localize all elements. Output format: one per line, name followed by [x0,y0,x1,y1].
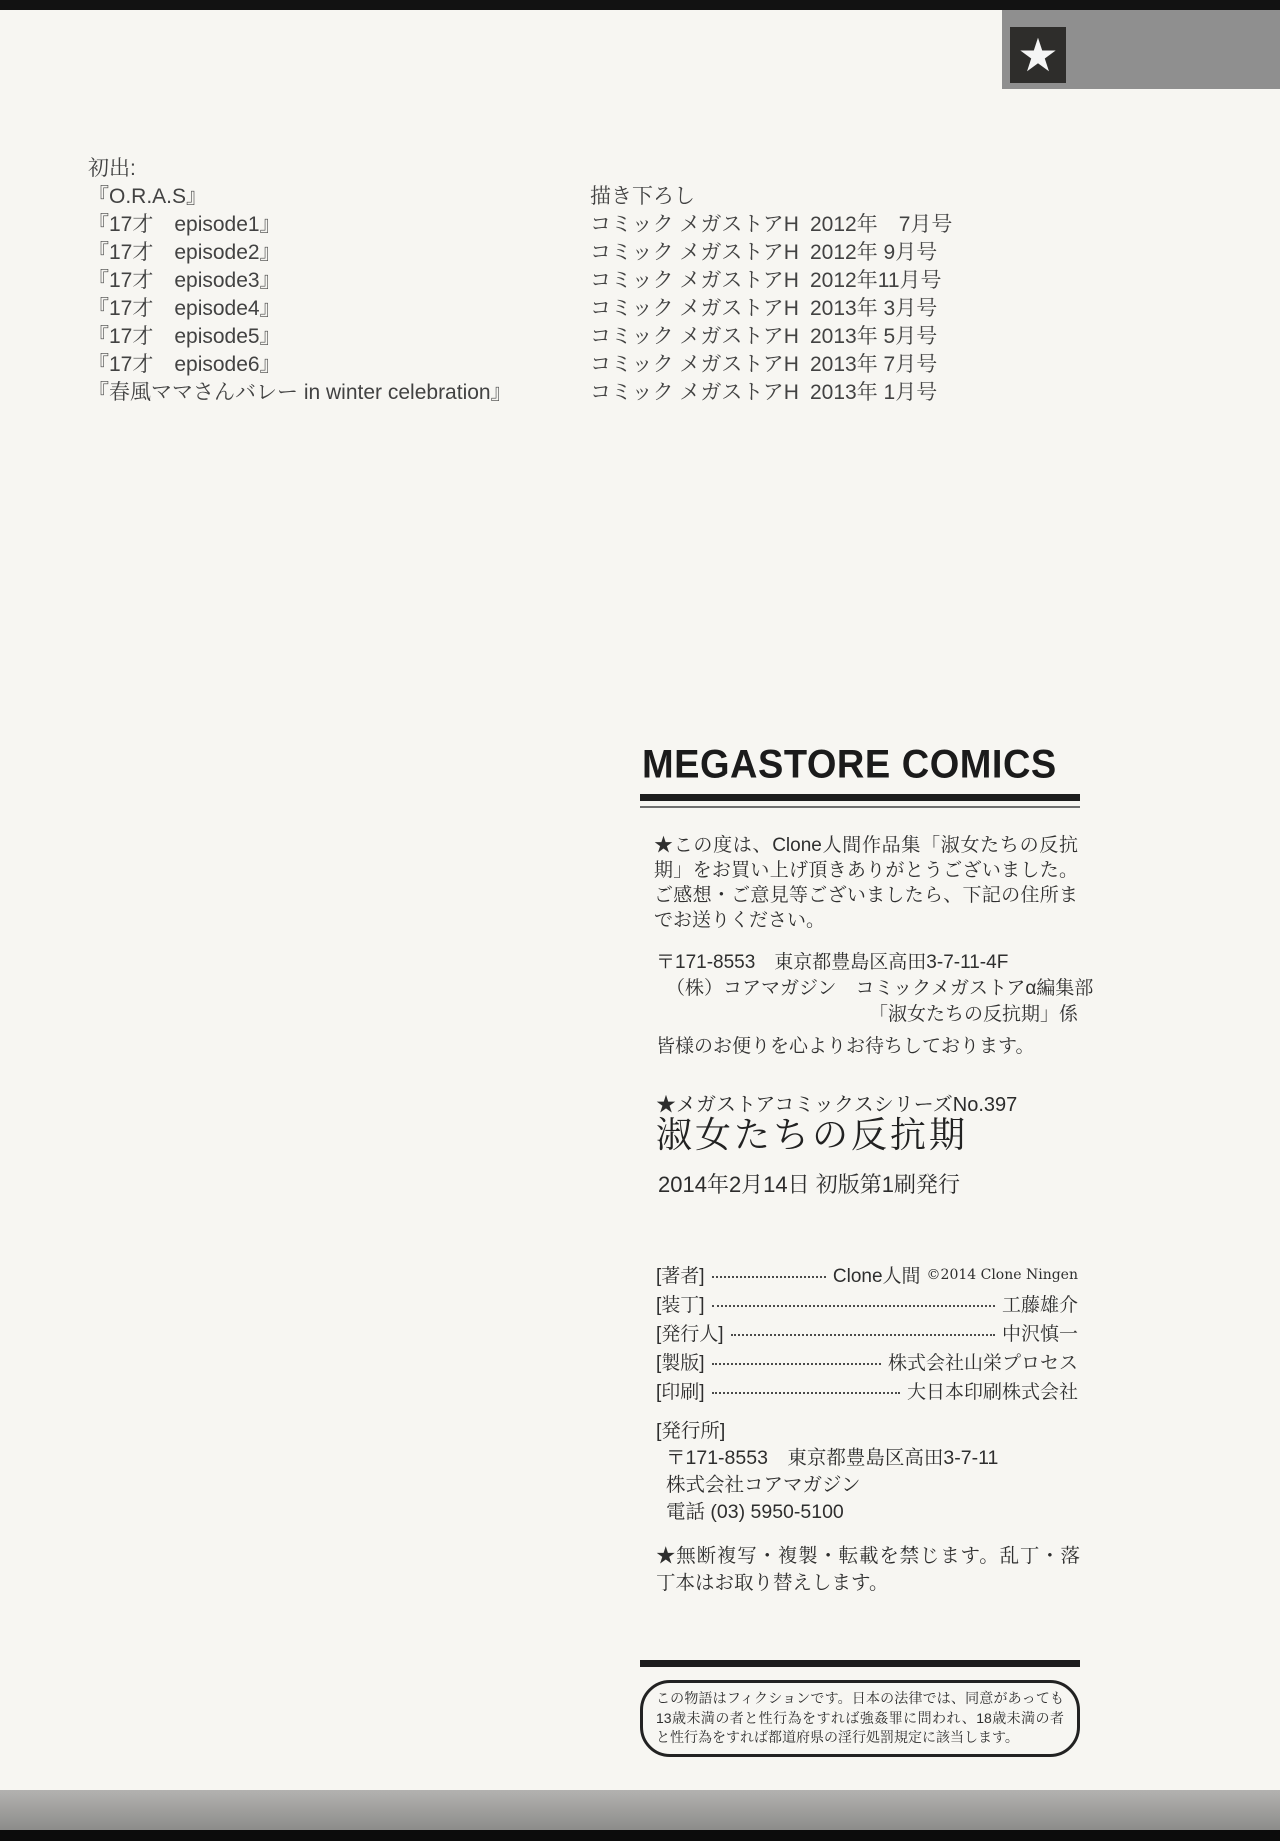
pub-magazine: 描き下ろし [590,185,695,208]
credit-value: 株式会社山栄プロセス [887,1353,1078,1374]
credit-row [656,1318,1078,1347]
credit-label: [発行人] [656,1324,724,1345]
separator-rule [640,1660,1080,1667]
publisher-company: 株式会社コアマガジン [666,1474,861,1496]
editorial-address-line1: 〒171-8553 東京都豊島区高田3-7-11-4F [656,952,1009,973]
pub-title: 『17才 episode5』 [88,325,281,348]
pub-issue: 2013年 7月号 [810,353,938,376]
credit-value: 大日本印刷株式会社 [906,1382,1078,1403]
pub-title: 『17才 episode6』 [88,353,281,376]
pub-title: 『春風ママさんバレー in winter celebration』 [88,381,512,404]
fiction-disclaimer: この物語はフィクションです。日本の法律では、同意があっても13歳未満の者と性行為をすれば強姦罪に問われ、18歳未満の者と性行為をすれば都道府県の淫行処罰規定に該当します。 [640,1680,1080,1757]
top-scan-bar [0,0,1280,10]
star-icon: ★ [1017,29,1059,81]
credit-leader [712,1392,900,1394]
pub-issue: 2013年 3月号 [810,297,938,320]
series-number: ★メガストアコミックスシリーズNo.397 [656,1094,1018,1116]
credit-note: ©2014 Clone Ningen [926,1266,1078,1283]
copy-warning: ★無断複写・複製・転載を禁じます。乱丁・落丁本はお取り替えします。 [656,1545,1080,1594]
pub-title: 『17才 episode1』 [88,213,281,236]
credit-label: [装丁] [656,1295,705,1316]
credit-row [656,1260,1078,1289]
first-publication-list [88,155,952,407]
pub-row [88,351,952,379]
pub-title: 『17才 episode3』 [88,269,281,292]
editorial-address-line2: （株）コアマガジン コミックメガストアα編集部 [666,978,1094,999]
editorial-address-line3: 「淑女たちの反抗期」係 [868,1004,1078,1025]
pub-magazine: コミック メガストアH [590,325,799,348]
logo-underline-thick [640,794,1080,801]
credit-row [656,1376,1078,1405]
pub-title: 『17才 episode4』 [88,297,281,320]
letters-note: 皆様のお便りを心よりお待ちしております。 [656,1036,1035,1057]
pub-magazine: コミック メガストアH [590,213,799,236]
credits-list [656,1260,1078,1405]
pub-issue: 2012年 7月号 [810,213,953,236]
credit-value: 工藤雄介 [1001,1295,1078,1316]
credit-label: [製版] [656,1353,705,1374]
pub-row [88,379,952,407]
pub-issue: 2012年 9月号 [810,241,938,264]
megastore-comics-logo: MEGASTORE COMICS [642,743,1057,787]
publisher-address: 〒171-8553 東京都豊島区高田3-7-11 [666,1447,999,1469]
corner-gray-block [1002,10,1280,89]
pub-issue: 2013年 5月号 [810,325,938,348]
pub-row [88,239,952,267]
pub-magazine: コミック メガストアH [590,241,799,264]
credit-leader [712,1363,881,1365]
credit-leader [712,1276,826,1278]
bottom-scan-band [0,1790,1280,1832]
pub-title: 『17才 episode2』 [88,241,281,264]
publisher-phone: 電話 (03) 5950-5100 [666,1501,844,1523]
pub-title: 『O.R.A.S』 [88,185,208,208]
star-badge [1010,27,1066,83]
credit-value: Clone人間 [832,1266,921,1287]
edition-date: 2014年2月14日 初版第1刷発行 [658,1172,960,1197]
credit-value: 中沢慎一 [1001,1324,1078,1345]
thanks-paragraph: ★この度は、Clone人間作品集「淑女たちの反抗期」をお買い上げ頂きありがとうございました。ご感想・ご意見等ございましたら、下記の住所までお送りください。 [654,835,1078,931]
publisher-block [656,1418,998,1526]
pub-row [88,267,952,295]
pub-row [88,183,952,211]
credit-label: [著者] [656,1266,705,1287]
credit-leader [712,1305,995,1307]
credit-row [656,1289,1078,1318]
pub-issue [810,183,952,211]
bottom-scan-bar [0,1830,1280,1841]
publisher-label: [発行所] [656,1420,726,1442]
book-title: 淑女たちの反抗期 [656,1114,969,1155]
logo-underline-thin [640,806,1080,808]
pub-magazine: コミック メガストアH [590,269,799,292]
pub-issue: 2012年11月号 [810,269,942,292]
pub-row [88,323,952,351]
credit-leader [731,1334,995,1336]
credit-row [656,1347,1078,1376]
credit-label: [印刷] [656,1382,705,1403]
pub-issue: 2013年 1月号 [810,381,938,404]
pub-magazine: コミック メガストアH [590,381,799,404]
first-publication-heading: 初出: [88,157,136,180]
pub-row [88,211,952,239]
pub-magazine: コミック メガストアH [590,353,799,376]
pub-row [88,295,952,323]
pub-magazine: コミック メガストアH [590,297,799,320]
